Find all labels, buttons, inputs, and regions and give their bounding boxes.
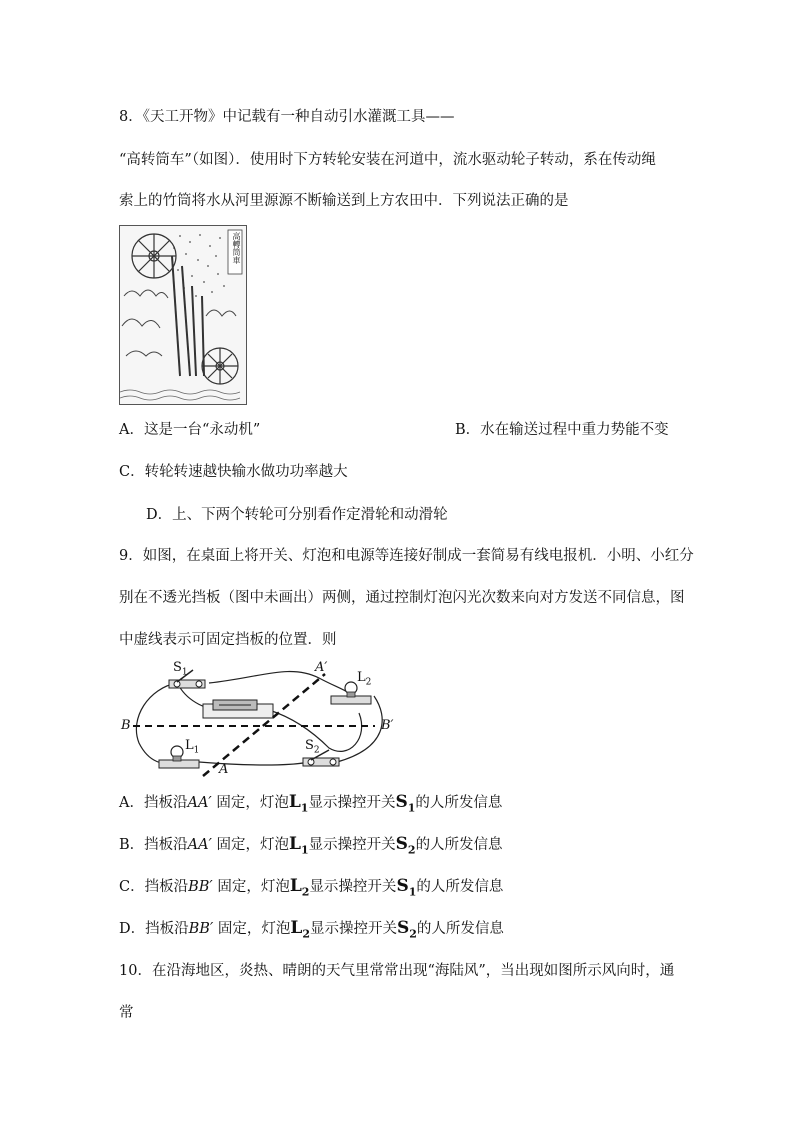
q9-option-d: D．挡板沿BB′ 固定，灯泡$L_2$显示操控开关$S_2$的人所发信息 — [119, 918, 504, 941]
circuit-drawing — [119, 658, 395, 780]
wire-l2-s2 — [337, 696, 382, 762]
q8-option-c: C．转轮转速越快输水做功功率越大 — [119, 464, 348, 480]
q9-stem-line1: 9．如图，在桌面上将开关、灯泡和电源等连接好制成一套简易有线电报机．小明、小红分 — [119, 548, 694, 564]
q9-option-c: C．挡板沿BB′ 固定，灯泡$L_2$显示操控开关$S_1$的人所发信息 — [119, 876, 504, 899]
label-s2: $S_2$ — [305, 738, 320, 756]
battery-pack — [203, 700, 273, 718]
q9-option-b: B．挡板沿AA′ 固定，灯泡$L_1$显示操控开关$S_2$的人所发信息 — [119, 834, 503, 857]
label-s1: $S_1$ — [173, 660, 188, 678]
label-b-prime: B′ — [381, 718, 394, 733]
label-b: B — [121, 718, 131, 733]
wire-top — [209, 672, 349, 693]
q8-stem-line2: “高转筒车”（如图）．使用时下方转轮安装在河道中，流水驱动轮子转动，系在传动绳 — [119, 152, 656, 168]
label-a-prime: A′ — [315, 660, 328, 675]
label-l2: $L_2$ — [357, 670, 372, 688]
waterwheel-drawing — [120, 226, 246, 404]
q8-option-a: A．这是一台“永动机” — [119, 422, 261, 438]
q10-stem-line1: 10．在沿海地区，炎热、晴朗的天气里常常出现“海陆风”，当出现如图所示风向时，通 — [119, 963, 675, 979]
q9-stem-line3: 中虚线表示可固定挡板的位置．则 — [119, 632, 337, 648]
q8-option-b: B．水在输送过程中重力势能不变 — [455, 422, 669, 438]
illustration-caption: 高轉筒車 — [232, 232, 241, 264]
q8-stem-line1: 8．《天工开物》中记载有一种自动引水灌溉工具—— — [119, 109, 455, 125]
q8-stem-line3: 索上的竹筒将水从河里源源不断输送到上方农田中．下列说法正确的是 — [119, 193, 569, 209]
label-a: A — [219, 762, 229, 777]
q8-option-d: D．上、下两个转轮可分别看作定滑轮和动滑轮 — [146, 507, 448, 523]
q9-option-a: A．挡板沿AA′ 固定，灯泡$L_1$显示操控开关$S_1$的人所发信息 — [119, 792, 503, 815]
waterwheel-illustration — [119, 225, 247, 405]
q9-stem-line2: 别在不透光挡板（图中未画出）两侧，通过控制灯泡闪光次数来向对方发送不同信息，图 — [119, 590, 685, 606]
telegraph-circuit-figure — [119, 658, 395, 780]
q10-stem-line2: 常 — [119, 1005, 134, 1021]
label-l1: $L_1$ — [185, 738, 200, 756]
